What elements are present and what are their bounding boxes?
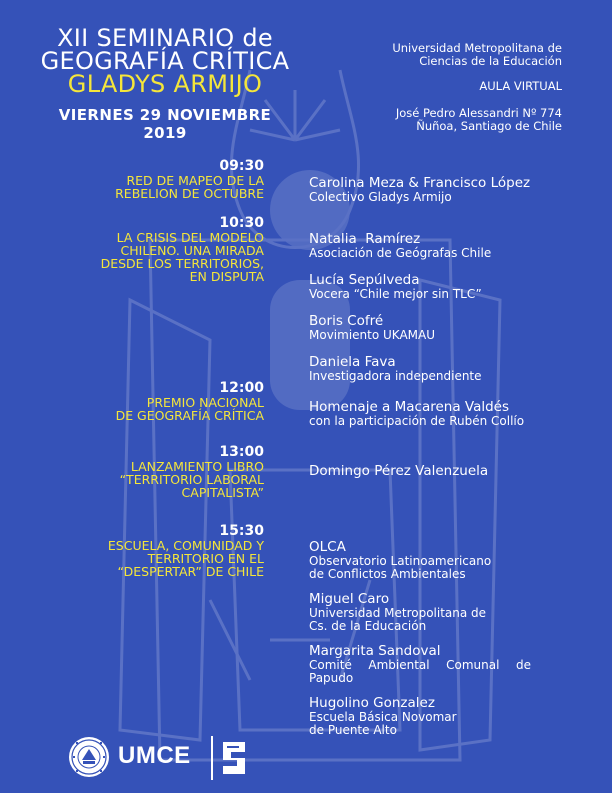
session-3-topic xyxy=(86,380,264,422)
speaker-name: Hugolino Gonzalez xyxy=(309,695,435,711)
session-time: 12:00 xyxy=(219,380,264,396)
session-2-speakers xyxy=(309,232,571,396)
speaker-name: Natalia Ramírez xyxy=(309,231,421,247)
speaker xyxy=(309,696,571,737)
speaker xyxy=(309,540,571,581)
umce-logo-text: UMCE xyxy=(118,742,191,769)
speaker xyxy=(309,176,571,204)
topic-line: CAPITALISTA” xyxy=(181,485,264,500)
topic-line: RED DE MAPEO DE LA xyxy=(126,173,264,188)
speaker-affiliation: Comité Ambiental Comunal de xyxy=(309,658,531,672)
speaker-affiliation: Investigadora independiente xyxy=(309,369,482,383)
title-honoree: GLADYS ARMIJO xyxy=(67,70,263,98)
speaker-name: Carolina Meza & Francisco López xyxy=(309,175,531,191)
speaker-affiliation: Escuela Básica Novomar xyxy=(309,710,457,724)
address-line-1: José Pedro Alessandri Nº 774 xyxy=(395,106,562,120)
speaker-affiliation: Papudo xyxy=(309,671,354,685)
title-line-2: GEOGRAFÍA CRÍTICA xyxy=(40,47,290,75)
topic-line: PREMIO NACIONAL xyxy=(146,395,264,410)
speaker-affiliation: Movimiento UKAMAU xyxy=(309,328,435,342)
speaker-name: Miguel Caro xyxy=(309,591,390,607)
session-4-speakers xyxy=(309,464,571,492)
topic-line: CHILENO. UNA MIRADA xyxy=(120,243,264,258)
speaker-name: Boris Cofré xyxy=(309,313,384,329)
speaker xyxy=(309,355,571,383)
session-5-speakers xyxy=(309,540,571,750)
speaker xyxy=(309,232,571,260)
topic-line: DESDE LOS TERRITORIOS, xyxy=(100,256,264,271)
topic-line: EN DISPUTA xyxy=(189,269,264,284)
speaker-affiliation: de Conflictos Ambientales xyxy=(309,567,466,581)
address-line-2: Ñuñoa, Santiago de Chile xyxy=(416,119,562,133)
session-5-topic xyxy=(86,523,264,578)
session-2-topic xyxy=(86,215,264,283)
umce-extension-logo-icon xyxy=(211,736,251,780)
event-title xyxy=(40,26,290,142)
university-line-1: Universidad Metropolitana de xyxy=(392,41,562,55)
speaker-name: Margarita Sandoval xyxy=(309,643,441,659)
topic-line: TERRITORIO EN EL xyxy=(147,551,264,566)
topic-line: DE GEOGRAFÍA CRÍTICA xyxy=(115,408,264,423)
session-time: 15:30 xyxy=(219,523,264,539)
speaker xyxy=(309,273,571,301)
session-1-speakers xyxy=(309,176,571,217)
speaker-affiliation: Asociación de Geógrafas Chile xyxy=(309,246,492,260)
speaker xyxy=(309,314,571,342)
session-time: 09:30 xyxy=(219,158,264,174)
speaker-name: Lucía Sepúlveda xyxy=(309,272,420,288)
venue-info xyxy=(332,42,562,133)
speaker-name: Domingo Pérez Valenzuela xyxy=(309,463,489,479)
session-time: 13:00 xyxy=(219,444,264,460)
speaker xyxy=(309,464,571,479)
speaker-affiliation: Observatorio Latinoamericano xyxy=(309,554,492,568)
topic-line: LANZAMIENTO LIBRO xyxy=(130,459,264,474)
speaker xyxy=(309,644,571,685)
room-label: AULA VIRTUAL xyxy=(479,79,562,93)
speaker-affiliation: Cs. de la Educación xyxy=(309,619,427,633)
speaker-affiliation: de Puente Alto xyxy=(309,723,397,737)
university-line-2: Ciencias de la Educación xyxy=(419,54,562,68)
university-seal-icon xyxy=(68,736,110,778)
speaker-affiliation: Vocera “Chile mejor sin TLC” xyxy=(309,287,482,301)
session-time: 10:30 xyxy=(219,215,264,231)
session-1-topic xyxy=(86,158,264,200)
speaker xyxy=(309,400,571,428)
speaker-name: Homenaje a Macarena Valdés xyxy=(309,399,510,415)
event-date: VIERNES 29 NOVIEMBRE 2019 xyxy=(58,106,272,142)
speaker-affiliation: Universidad Metropolitana de xyxy=(309,606,487,620)
topic-line: “DESPERTAR” DE CHILE xyxy=(117,564,264,579)
speaker-name: Daniela Fava xyxy=(309,354,396,370)
session-4-topic xyxy=(86,444,264,499)
speaker-name: OLCA xyxy=(309,539,346,555)
speaker-affiliation: Colectivo Gladys Armijo xyxy=(309,190,452,204)
topic-line: ESCUELA, COMUNIDAD Y xyxy=(107,538,264,553)
speaker-affiliation: con la participación de Rubén Collío xyxy=(309,414,525,428)
topic-line: LA CRISIS DEL MODELO xyxy=(116,230,264,245)
speaker xyxy=(309,592,571,633)
topic-line: “TERRITORIO LABORAL xyxy=(119,472,264,487)
session-3-speakers xyxy=(309,400,571,441)
title-line-1: XII SEMINARIO de xyxy=(57,24,273,52)
topic-line: REBELION DE OCTUBRE xyxy=(115,186,264,201)
